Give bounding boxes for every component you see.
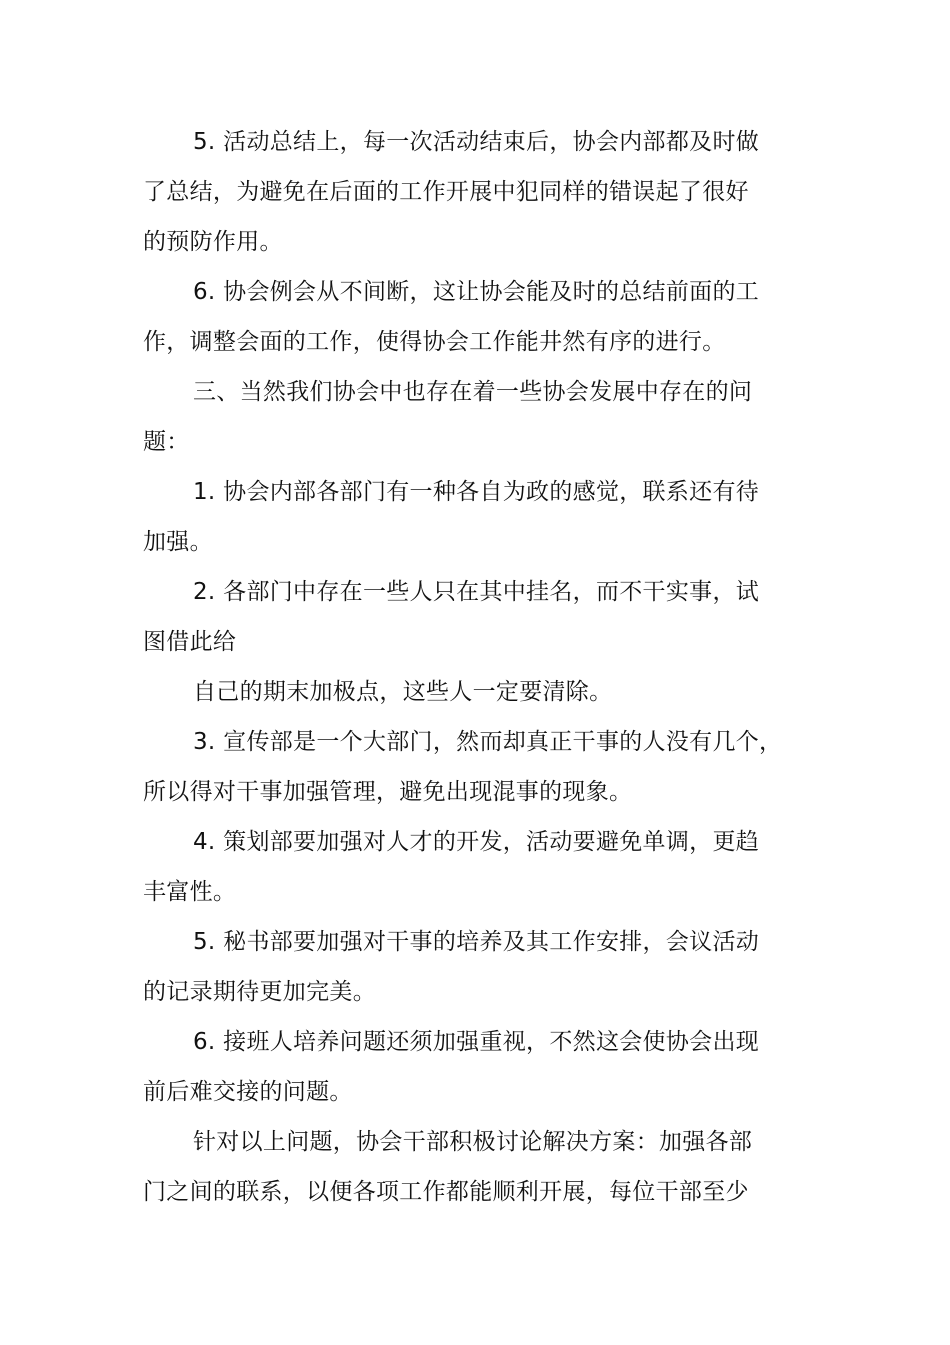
text-line: 6. 接班人培养问题还须加强重视，不然这会使协会出现	[193, 1029, 760, 1055]
text-line: 三、当然我们协会中也存在着一些协会发展中存在的问	[193, 379, 753, 405]
text-line: 所以得对干事加强管理，避免出现混事的现象。	[143, 779, 633, 805]
text-line: 门之间的联系，以便各项工作都能顺利开展，每位干部至少	[143, 1179, 749, 1205]
text-line: 6. 协会例会从不间断，这让协会能及时的总结前面的工	[193, 279, 760, 305]
text-line: 加强。	[143, 529, 213, 555]
text-line: 5. 秘书部要加强对干事的培养及其工作安排，会议活动	[193, 929, 760, 955]
text-line: 2. 各部门中存在一些人只在其中挂名，而不干实事，试	[193, 579, 760, 605]
text-line: 作，调整会面的工作，使得协会工作能井然有序的进行。	[143, 329, 726, 355]
text-line: 的预防作用。	[143, 229, 283, 255]
text-line: 前后难交接的问题。	[143, 1079, 353, 1105]
text-line: 了总结，为避免在后面的工作开展中犯同样的错误起了很好	[143, 179, 749, 205]
text-line: 3. 宣传部是一个大部门，然而却真正干事的人没有几个，	[193, 729, 783, 755]
text-line: 5. 活动总结上，每一次活动结束后，协会内部都及时做	[193, 129, 760, 155]
text-line: 的记录期待更加完美。	[143, 979, 376, 1005]
text-line: 针对以上问题，协会干部积极讨论解决方案：加强各部	[193, 1129, 753, 1155]
text-line: 丰富性。	[143, 879, 237, 905]
text-line: 自己的期末加极点，这些人一定要清除。	[193, 679, 613, 705]
text-line: 图借此给	[143, 629, 237, 655]
text-line: 4. 策划部要加强对人才的开发，活动要避免单调，更趋	[193, 829, 760, 855]
text-line: 1. 协会内部各部门有一种各自为政的感觉，联系还有待	[193, 479, 760, 505]
text-line: 题：	[143, 429, 190, 455]
